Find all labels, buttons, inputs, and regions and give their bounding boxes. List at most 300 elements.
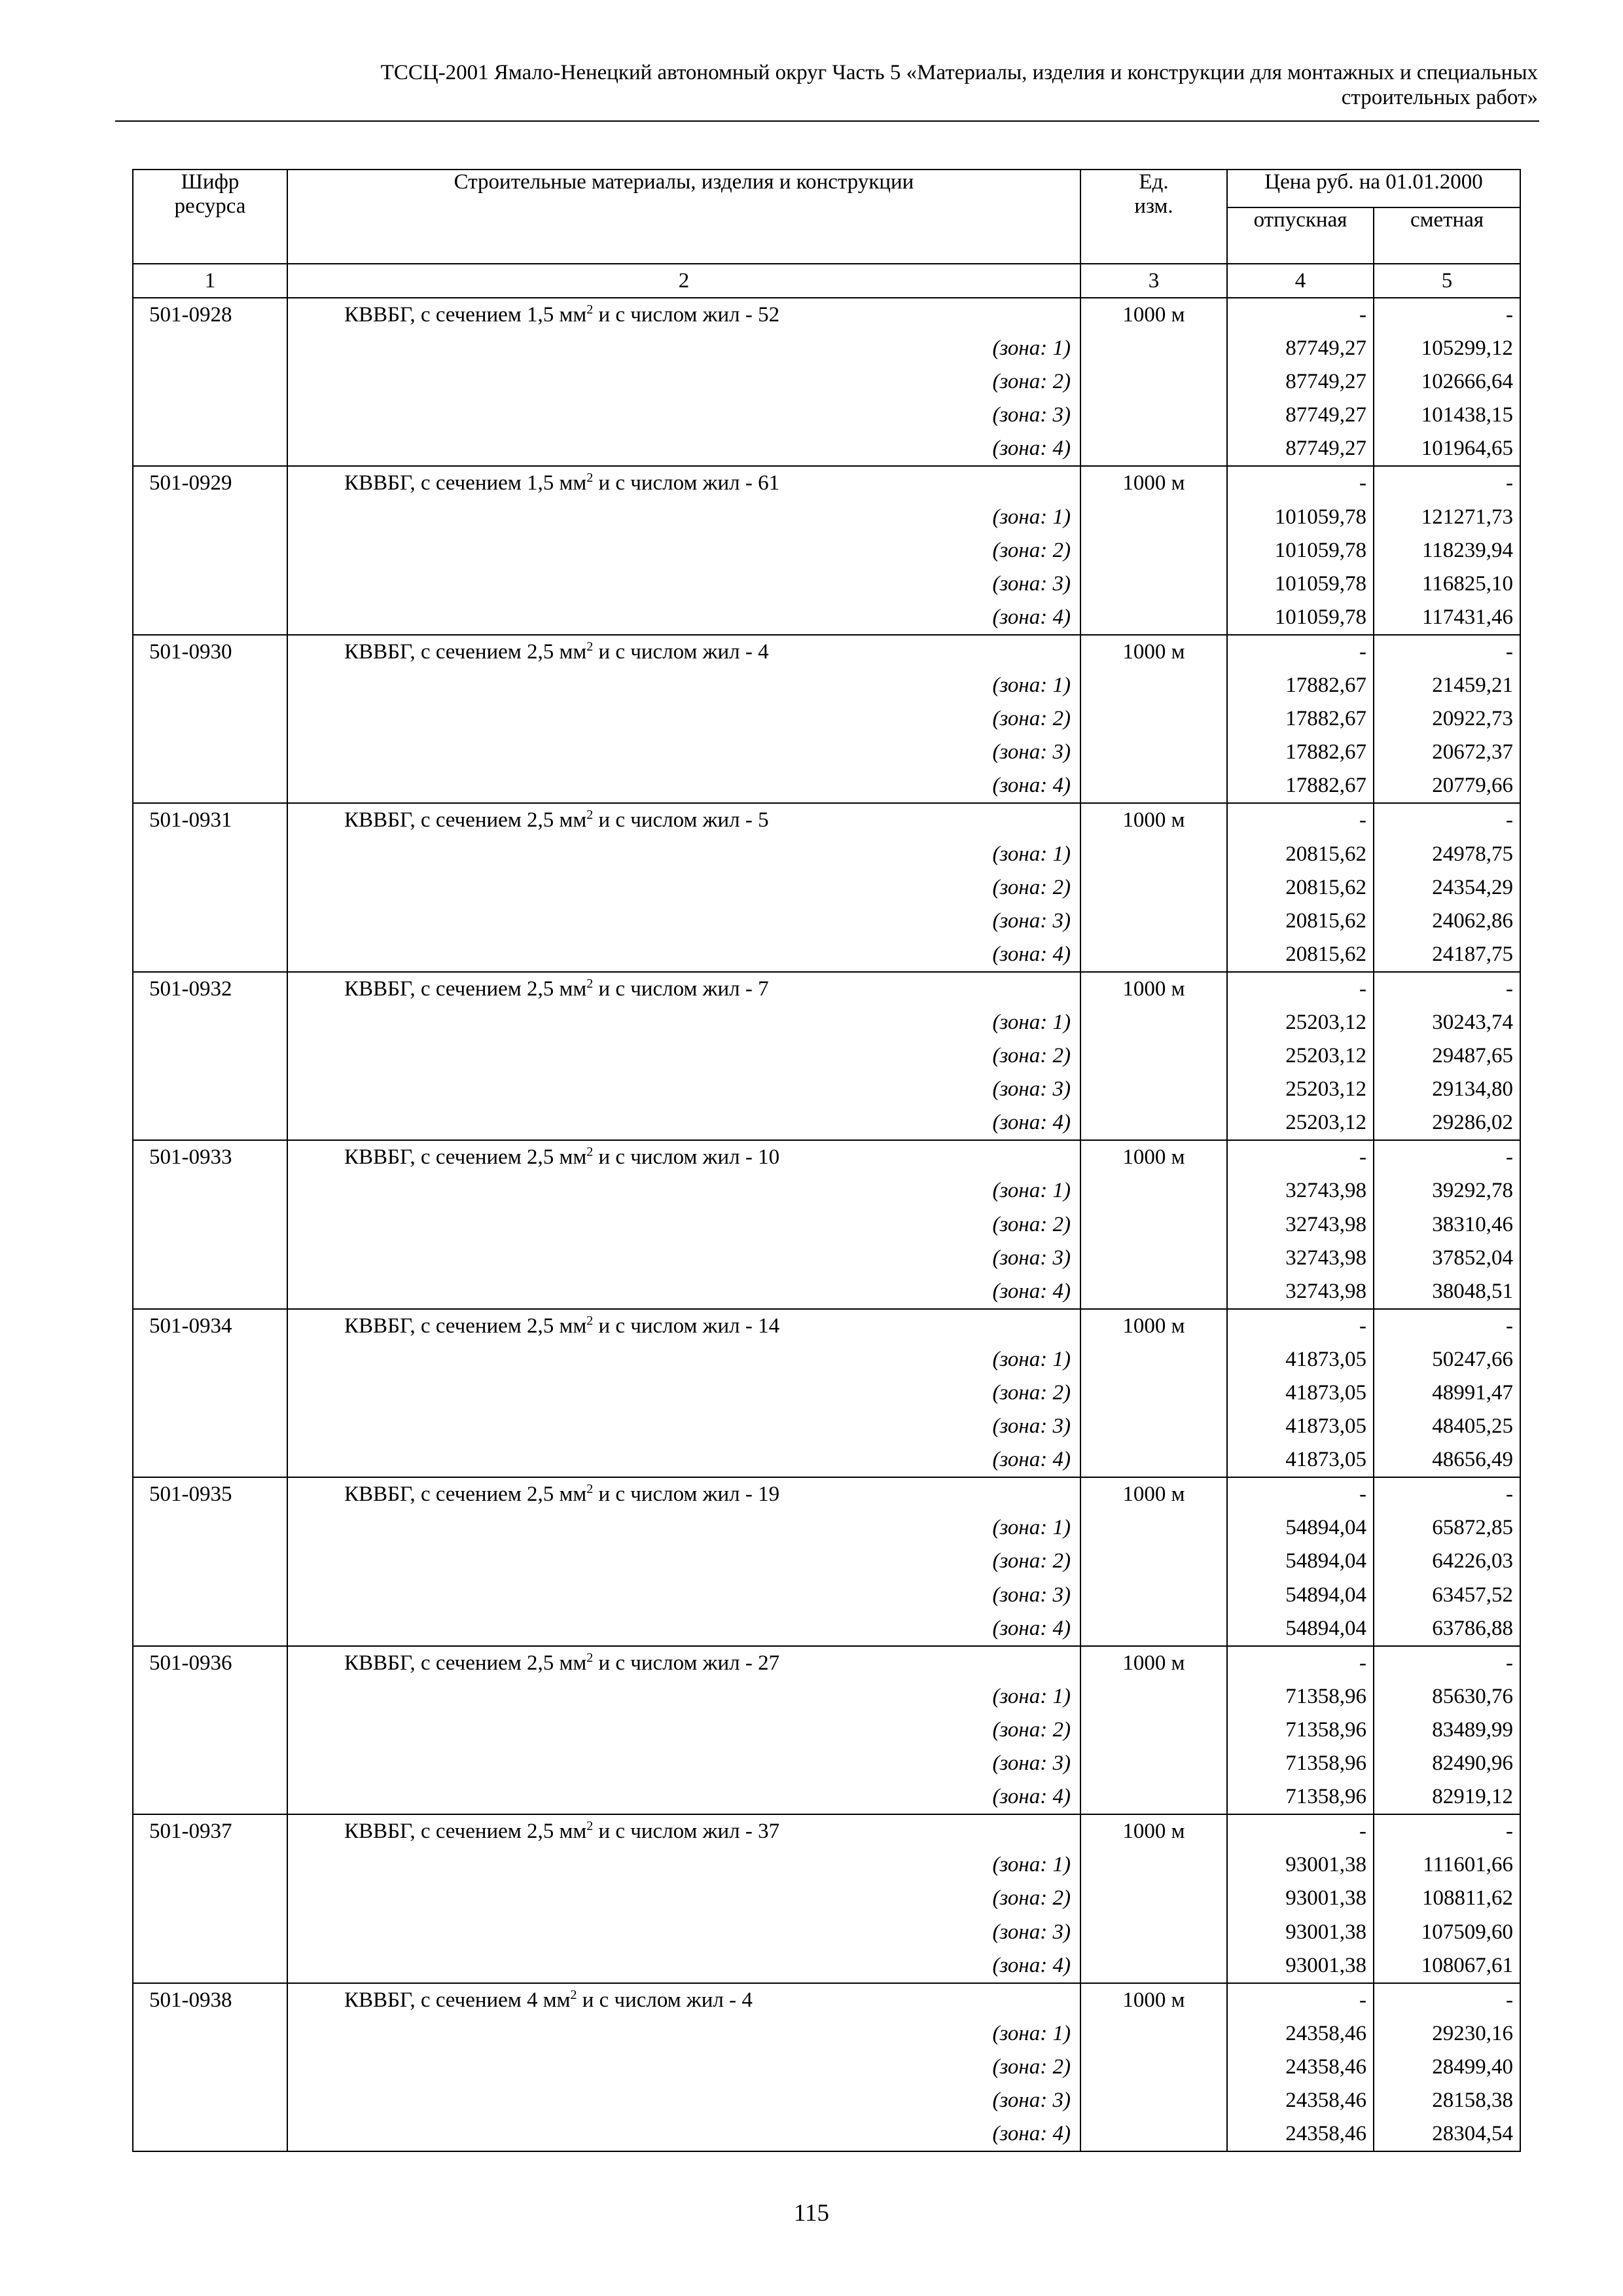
estimate-price: 85630,76 (1432, 1684, 1514, 1708)
unit-cell (1080, 298, 1227, 466)
estimate-price: 28499,40 (1432, 2054, 1514, 2079)
release-price-base: - (1359, 808, 1366, 833)
spacer (134, 2117, 287, 2151)
unit-cell (1080, 1814, 1227, 1982)
spacer (134, 2051, 287, 2084)
table-row (133, 298, 1520, 466)
zone-label: (зона: 4) (992, 1448, 1071, 1472)
zone-label: (зона: 4) (992, 1111, 1071, 1135)
material-name-text-rest: и с числом жил - 5 (593, 808, 769, 833)
release-price-cell (1227, 1983, 1374, 2151)
spacer (1081, 2117, 1226, 2151)
estimate-price: 102666,64 (1421, 370, 1514, 394)
release-price-base: - (1359, 1820, 1366, 1844)
resource-code-cell (133, 1814, 287, 1982)
estimate-price: 29487,65 (1432, 1044, 1514, 1068)
spacer (1081, 2017, 1226, 2051)
zone-label: (зона: 3) (992, 908, 1071, 933)
estimate-price-cell (1374, 1140, 1520, 1308)
material-name-text-rest: и с числом жил - 4 (593, 639, 769, 664)
zone-label: (зона: 2) (992, 1044, 1071, 1068)
material-name-cell (287, 466, 1080, 634)
material-name-cell (287, 1309, 1080, 1477)
zone-label: (зона: 4) (992, 942, 1071, 966)
material-name-cell (287, 803, 1080, 971)
spacer (134, 1410, 287, 1443)
spacer (1081, 1106, 1226, 1139)
spacer (1081, 1443, 1226, 1477)
zone-label: (зона: 1) (992, 673, 1071, 698)
material-name-text-rest: и с числом жил - 4 (577, 1988, 753, 2012)
material-name-text-rest: и с числом жил - 10 (593, 1145, 780, 1170)
spacer (1081, 1376, 1226, 1410)
estimate-price: 29286,02 (1432, 1111, 1514, 1135)
estimate-price-cell (1374, 1814, 1520, 1982)
header-estimate-price: сметная (1374, 207, 1520, 264)
estimate-price-base: - (1506, 639, 1514, 664)
zone-label: (зона: 3) (992, 740, 1071, 764)
estimate-price: 37852,04 (1432, 1246, 1514, 1270)
estimate-price-cell (1374, 1477, 1520, 1645)
release-price-base: - (1359, 639, 1366, 664)
header-unit-line-1: Ед. (1139, 170, 1169, 194)
material-name (288, 298, 1080, 332)
unit-of-measure: 1000 м (1122, 1482, 1185, 1507)
unit-cell (1080, 972, 1227, 1140)
release-price-base: - (1359, 977, 1366, 1001)
spacer (134, 1780, 287, 1814)
zone-label: (зона: 2) (992, 1381, 1071, 1405)
header-rule (115, 120, 1539, 122)
resource-code: 501-0931 (149, 808, 232, 833)
spacer (134, 1882, 287, 1915)
resource-code: 501-0933 (149, 1145, 232, 1170)
resource-code: 501-0935 (149, 1482, 232, 1507)
estimate-price: 65872,85 (1432, 1516, 1514, 1540)
estimate-price: 50247,66 (1432, 1347, 1514, 1371)
release-price: 87749,27 (1285, 403, 1366, 427)
zone-label: (зона: 3) (992, 1246, 1071, 1270)
release-price-base: - (1359, 1145, 1366, 1170)
spacer (1081, 905, 1226, 938)
material-name-text: КВВБГ, с сечением 2,5 мм (344, 1314, 587, 1338)
zone-label: (зона: 1) (992, 1853, 1071, 1877)
material-name (288, 467, 1080, 500)
estimate-price: 48656,49 (1432, 1448, 1514, 1472)
estimate-price: 108067,61 (1421, 1953, 1514, 1977)
spacer (1081, 1882, 1226, 1915)
material-name-text: КВВБГ, с сечением 2,5 мм (344, 808, 587, 833)
release-price: 71358,96 (1285, 1684, 1366, 1708)
estimate-price: 63786,88 (1432, 1616, 1514, 1640)
spacer (1081, 1747, 1226, 1780)
unit-of-measure: 1000 м (1122, 471, 1185, 495)
running-header-line-2: строительных работ» (1341, 86, 1538, 109)
release-price: 54894,04 (1285, 1616, 1366, 1640)
zone-label: (зона: 2) (992, 1886, 1071, 1910)
table-row (133, 803, 1520, 971)
spacer (134, 669, 287, 702)
unit-of-measure: 1000 м (1122, 1988, 1185, 2012)
estimate-price-base: - (1506, 1651, 1514, 1675)
unit-of-measure: 1000 м (1122, 1651, 1185, 1675)
estimate-price: 21459,21 (1432, 673, 1514, 698)
release-price: 17882,67 (1285, 774, 1366, 798)
spacer (134, 1680, 287, 1713)
release-price: 20815,62 (1285, 842, 1366, 866)
unit-of-measure: 1000 м (1122, 808, 1185, 833)
release-price: 41873,05 (1285, 1381, 1366, 1405)
zone-label: (зона: 3) (992, 1751, 1071, 1776)
release-price: 101059,78 (1274, 505, 1366, 529)
estimate-price: 20922,73 (1432, 707, 1514, 731)
price-table-body (133, 298, 1520, 2151)
zone-label: (зона: 1) (992, 336, 1071, 361)
estimate-price: 101964,65 (1421, 437, 1514, 461)
estimate-price: 64226,03 (1432, 1549, 1514, 1573)
release-price: 87749,27 (1285, 336, 1366, 361)
spacer (134, 1443, 287, 1477)
zone-label: (зона: 2) (992, 1549, 1071, 1573)
spacer (1081, 1511, 1226, 1545)
unit-cell (1080, 635, 1227, 803)
material-name (288, 1141, 1080, 1174)
material-name (288, 1310, 1080, 1343)
release-price: 25203,12 (1285, 1077, 1366, 1102)
release-price: 20815,62 (1285, 875, 1366, 899)
unit-superscript: 2 (586, 1145, 594, 1160)
unit-of-measure: 1000 м (1122, 639, 1185, 664)
material-name-cell (287, 1983, 1080, 2151)
zone-label: (зона: 2) (992, 2054, 1071, 2079)
spacer (1081, 1039, 1226, 1073)
spacer (1081, 1713, 1226, 1747)
spacer (134, 1073, 287, 1106)
page-number: 115 (793, 2200, 830, 2227)
resource-code-cell (133, 1309, 287, 1477)
release-price: 93001,38 (1285, 1920, 1366, 1944)
spacer (134, 332, 287, 365)
spacer (134, 838, 287, 871)
resource-code-cell (133, 298, 287, 466)
spacer (134, 736, 287, 769)
material-name-cell (287, 972, 1080, 1140)
zone-label: (зона: 3) (992, 1583, 1071, 1607)
table-row (133, 1983, 1520, 2151)
header-release-price: отпускная (1227, 207, 1374, 264)
table-row (133, 1309, 1520, 1477)
zone-label: (зона: 3) (992, 1414, 1071, 1439)
estimate-price: 63457,52 (1432, 1583, 1514, 1607)
release-price: 101059,78 (1274, 605, 1366, 629)
unit-cell (1080, 1646, 1227, 1814)
material-name (288, 1984, 1080, 2017)
spacer (134, 399, 287, 432)
estimate-price-cell (1374, 972, 1520, 1140)
material-name-text-rest: и с числом жил - 52 (593, 303, 780, 327)
spacer (1081, 501, 1226, 534)
spacer (134, 501, 287, 534)
material-name-text-rest: и с числом жил - 27 (593, 1651, 780, 1675)
spacer (1081, 1006, 1226, 1039)
release-price-base: - (1359, 471, 1366, 495)
spacer (1081, 534, 1226, 567)
zone-label: (зона: 4) (992, 2122, 1071, 2146)
estimate-price: 29230,16 (1432, 2021, 1514, 2045)
estimate-price-base: - (1506, 1314, 1514, 1338)
spacer (134, 1242, 287, 1275)
table-row (133, 972, 1520, 1140)
zone-label: (зона: 3) (992, 1920, 1071, 1944)
estimate-price: 24354,29 (1432, 875, 1514, 899)
material-name-text: КВВБГ, с сечением 2,5 мм (344, 1145, 587, 1170)
release-price-base: - (1359, 1651, 1366, 1675)
table-row (133, 1140, 1520, 1308)
release-price-cell (1227, 1646, 1374, 1814)
estimate-price-cell (1374, 635, 1520, 803)
unit-cell (1080, 1140, 1227, 1308)
release-price: 25203,12 (1285, 1111, 1366, 1135)
material-name-cell (287, 635, 1080, 803)
release-price-cell (1227, 1814, 1374, 1982)
material-name-text: КВВБГ, с сечением 2,5 мм (344, 1651, 587, 1675)
running-header (118, 60, 1538, 110)
estimate-price-base: - (1506, 303, 1514, 327)
unit-cell (1080, 1983, 1227, 2151)
release-price-cell (1227, 298, 1374, 466)
zone-label: (зона: 4) (992, 1953, 1071, 1977)
estimate-price-cell (1374, 1983, 1520, 2151)
header-code-line-2: ресурса (174, 194, 246, 218)
spacer (134, 1916, 287, 1949)
spacer (134, 365, 287, 399)
release-price: 93001,38 (1285, 1953, 1366, 1977)
estimate-price: 111601,66 (1423, 1853, 1514, 1877)
material-name-text-rest: и с числом жил - 19 (593, 1482, 780, 1507)
material-name (288, 1647, 1080, 1680)
estimate-price: 39292,78 (1432, 1179, 1514, 1203)
spacer (134, 1579, 287, 1612)
release-price: 25203,12 (1285, 1010, 1366, 1034)
resource-code: 501-0932 (149, 977, 232, 1001)
zone-label: (зона: 1) (992, 505, 1071, 529)
table-row (133, 1477, 1520, 1645)
spacer (1081, 2084, 1226, 2117)
spacer (134, 702, 287, 736)
spacer (134, 1848, 287, 1882)
release-price: 71358,96 (1285, 1751, 1366, 1776)
material-name (288, 1815, 1080, 1848)
release-price: 87749,27 (1285, 370, 1366, 394)
header-code (133, 170, 287, 264)
unit-of-measure: 1000 м (1122, 1314, 1185, 1338)
release-price: 20815,62 (1285, 942, 1366, 966)
material-name (288, 804, 1080, 837)
material-name-text-rest: и с числом жил - 7 (593, 977, 769, 1001)
unit-cell (1080, 1477, 1227, 1645)
spacer (134, 1106, 287, 1139)
unit-of-measure: 1000 м (1122, 977, 1185, 1001)
spacer (134, 432, 287, 465)
release-price-base: - (1359, 1988, 1366, 2012)
resource-code-cell (133, 972, 287, 1140)
release-price: 93001,38 (1285, 1886, 1366, 1910)
resource-code-cell (133, 1477, 287, 1645)
spacer (1081, 567, 1226, 601)
spacer (134, 2017, 287, 2051)
release-price: 54894,04 (1285, 1516, 1366, 1540)
estimate-price-base: - (1506, 977, 1514, 1001)
release-price: 41873,05 (1285, 1414, 1366, 1439)
spacer (134, 905, 287, 938)
material-name (288, 636, 1080, 669)
release-price: 24358,46 (1285, 2021, 1366, 2045)
resource-code: 501-0929 (149, 471, 232, 495)
zone-label: (зона: 2) (992, 1717, 1071, 1742)
zone-label: (зона: 4) (992, 774, 1071, 798)
release-price: 32743,98 (1285, 1279, 1366, 1303)
unit-superscript: 2 (570, 1987, 577, 2002)
zone-label: (зона: 4) (992, 1616, 1071, 1640)
release-price: 32743,98 (1285, 1179, 1366, 1203)
spacer (134, 1343, 287, 1376)
resource-code-cell (133, 1646, 287, 1814)
spacer (134, 2084, 287, 2117)
resource-code-cell (133, 635, 287, 803)
spacer (1081, 1174, 1226, 1208)
zone-label: (зона: 3) (992, 2088, 1071, 2112)
resource-code: 501-0934 (149, 1314, 232, 1338)
material-name-cell (287, 1477, 1080, 1645)
resource-code-cell (133, 1140, 287, 1308)
column-number: 4 (1227, 264, 1374, 298)
resource-code: 501-0937 (149, 1820, 232, 1844)
estimate-price: 101438,15 (1421, 403, 1514, 427)
spacer (1081, 669, 1226, 702)
unit-superscript: 2 (586, 1313, 594, 1328)
table-row (133, 466, 1520, 634)
estimate-price-base: - (1506, 1482, 1514, 1507)
header-unit-line-2: изм. (1134, 194, 1173, 218)
release-price: 25203,12 (1285, 1044, 1366, 1068)
release-price: 101059,78 (1274, 571, 1366, 596)
zone-label: (зона: 4) (992, 605, 1071, 629)
header-price-group: Цена руб. на 01.01.2000 (1227, 170, 1520, 207)
spacer (1081, 1242, 1226, 1275)
estimate-price: 105299,12 (1421, 336, 1514, 361)
table-row (133, 1814, 1520, 1982)
unit-superscript: 2 (586, 808, 594, 823)
estimate-price: 38310,46 (1432, 1212, 1514, 1236)
estimate-price: 108811,62 (1421, 1886, 1514, 1910)
zone-label: (зона: 1) (992, 2021, 1071, 2045)
zone-label: (зона: 2) (992, 875, 1071, 899)
spacer (134, 1039, 287, 1073)
zone-label: (зона: 3) (992, 403, 1071, 427)
column-number: 1 (133, 264, 287, 298)
estimate-price-cell (1374, 1646, 1520, 1814)
spacer (1081, 432, 1226, 465)
spacer (134, 567, 287, 601)
material-name-text: КВВБГ, с сечением 2,5 мм (344, 639, 587, 664)
estimate-price: 38048,51 (1432, 1279, 1514, 1303)
spacer (1081, 1848, 1226, 1882)
spacer (134, 1713, 287, 1747)
resource-code: 501-0936 (149, 1651, 232, 1675)
estimate-price: 20672,37 (1432, 740, 1514, 764)
spacer (1081, 1073, 1226, 1106)
estimate-price: 29134,80 (1432, 1077, 1514, 1102)
spacer (134, 871, 287, 905)
table-row (133, 635, 1520, 803)
unit-superscript: 2 (586, 471, 594, 486)
spacer (134, 769, 287, 802)
spacer (1081, 1612, 1226, 1645)
spacer (1081, 838, 1226, 871)
spacer (1081, 601, 1226, 634)
estimate-price: 24978,75 (1432, 842, 1514, 866)
release-price: 71358,96 (1285, 1785, 1366, 1809)
release-price: 17882,67 (1285, 707, 1366, 731)
unit-cell (1080, 803, 1227, 971)
estimate-price: 83489,99 (1432, 1717, 1514, 1742)
spacer (1081, 1780, 1226, 1814)
unit-superscript: 2 (586, 976, 594, 991)
release-price: 101059,78 (1274, 538, 1366, 562)
material-name-cell (287, 1646, 1080, 1814)
estimate-price-base: - (1506, 471, 1514, 495)
spacer (1081, 938, 1226, 971)
material-name-text: КВВБГ, с сечением 2,5 мм (344, 1482, 587, 1507)
unit-cell (1080, 466, 1227, 634)
release-price-cell (1227, 972, 1374, 1140)
zone-label: (зона: 3) (992, 1077, 1071, 1102)
spacer (134, 1612, 287, 1645)
estimate-price-base: - (1506, 1145, 1514, 1170)
estimate-price: 118239,94 (1421, 538, 1514, 562)
spacer (1081, 1410, 1226, 1443)
zone-label: (зона: 1) (992, 1684, 1071, 1708)
zone-label: (зона: 1) (992, 1010, 1071, 1034)
spacer (1081, 1275, 1226, 1308)
resource-code-cell (133, 1983, 287, 2151)
unit-of-measure: 1000 м (1122, 1145, 1185, 1170)
column-number: 3 (1080, 264, 1227, 298)
release-price: 24358,46 (1285, 2088, 1366, 2112)
material-name-text: КВВБГ, с сечением 2,5 мм (344, 1820, 587, 1844)
resource-code-cell (133, 466, 287, 634)
zone-label: (зона: 2) (992, 538, 1071, 562)
spacer (1081, 871, 1226, 905)
zone-label: (зона: 1) (992, 1347, 1071, 1371)
estimate-price: 82490,96 (1432, 1751, 1514, 1776)
spacer (1081, 2051, 1226, 2084)
spacer (134, 1376, 287, 1410)
estimate-price: 82919,12 (1432, 1785, 1514, 1809)
release-price: 41873,05 (1285, 1347, 1366, 1371)
zone-label: (зона: 2) (992, 370, 1071, 394)
zone-label: (зона: 4) (992, 1785, 1071, 1809)
estimate-price-cell (1374, 803, 1520, 971)
spacer (134, 1208, 287, 1242)
unit-superscript: 2 (586, 302, 594, 317)
material-name-text: КВВБГ, с сечением 1,5 мм (344, 471, 587, 495)
spacer (134, 534, 287, 567)
estimate-price: 121271,73 (1421, 505, 1514, 529)
spacer (1081, 736, 1226, 769)
estimate-price: 20779,66 (1432, 774, 1514, 798)
spacer (1081, 1680, 1226, 1713)
